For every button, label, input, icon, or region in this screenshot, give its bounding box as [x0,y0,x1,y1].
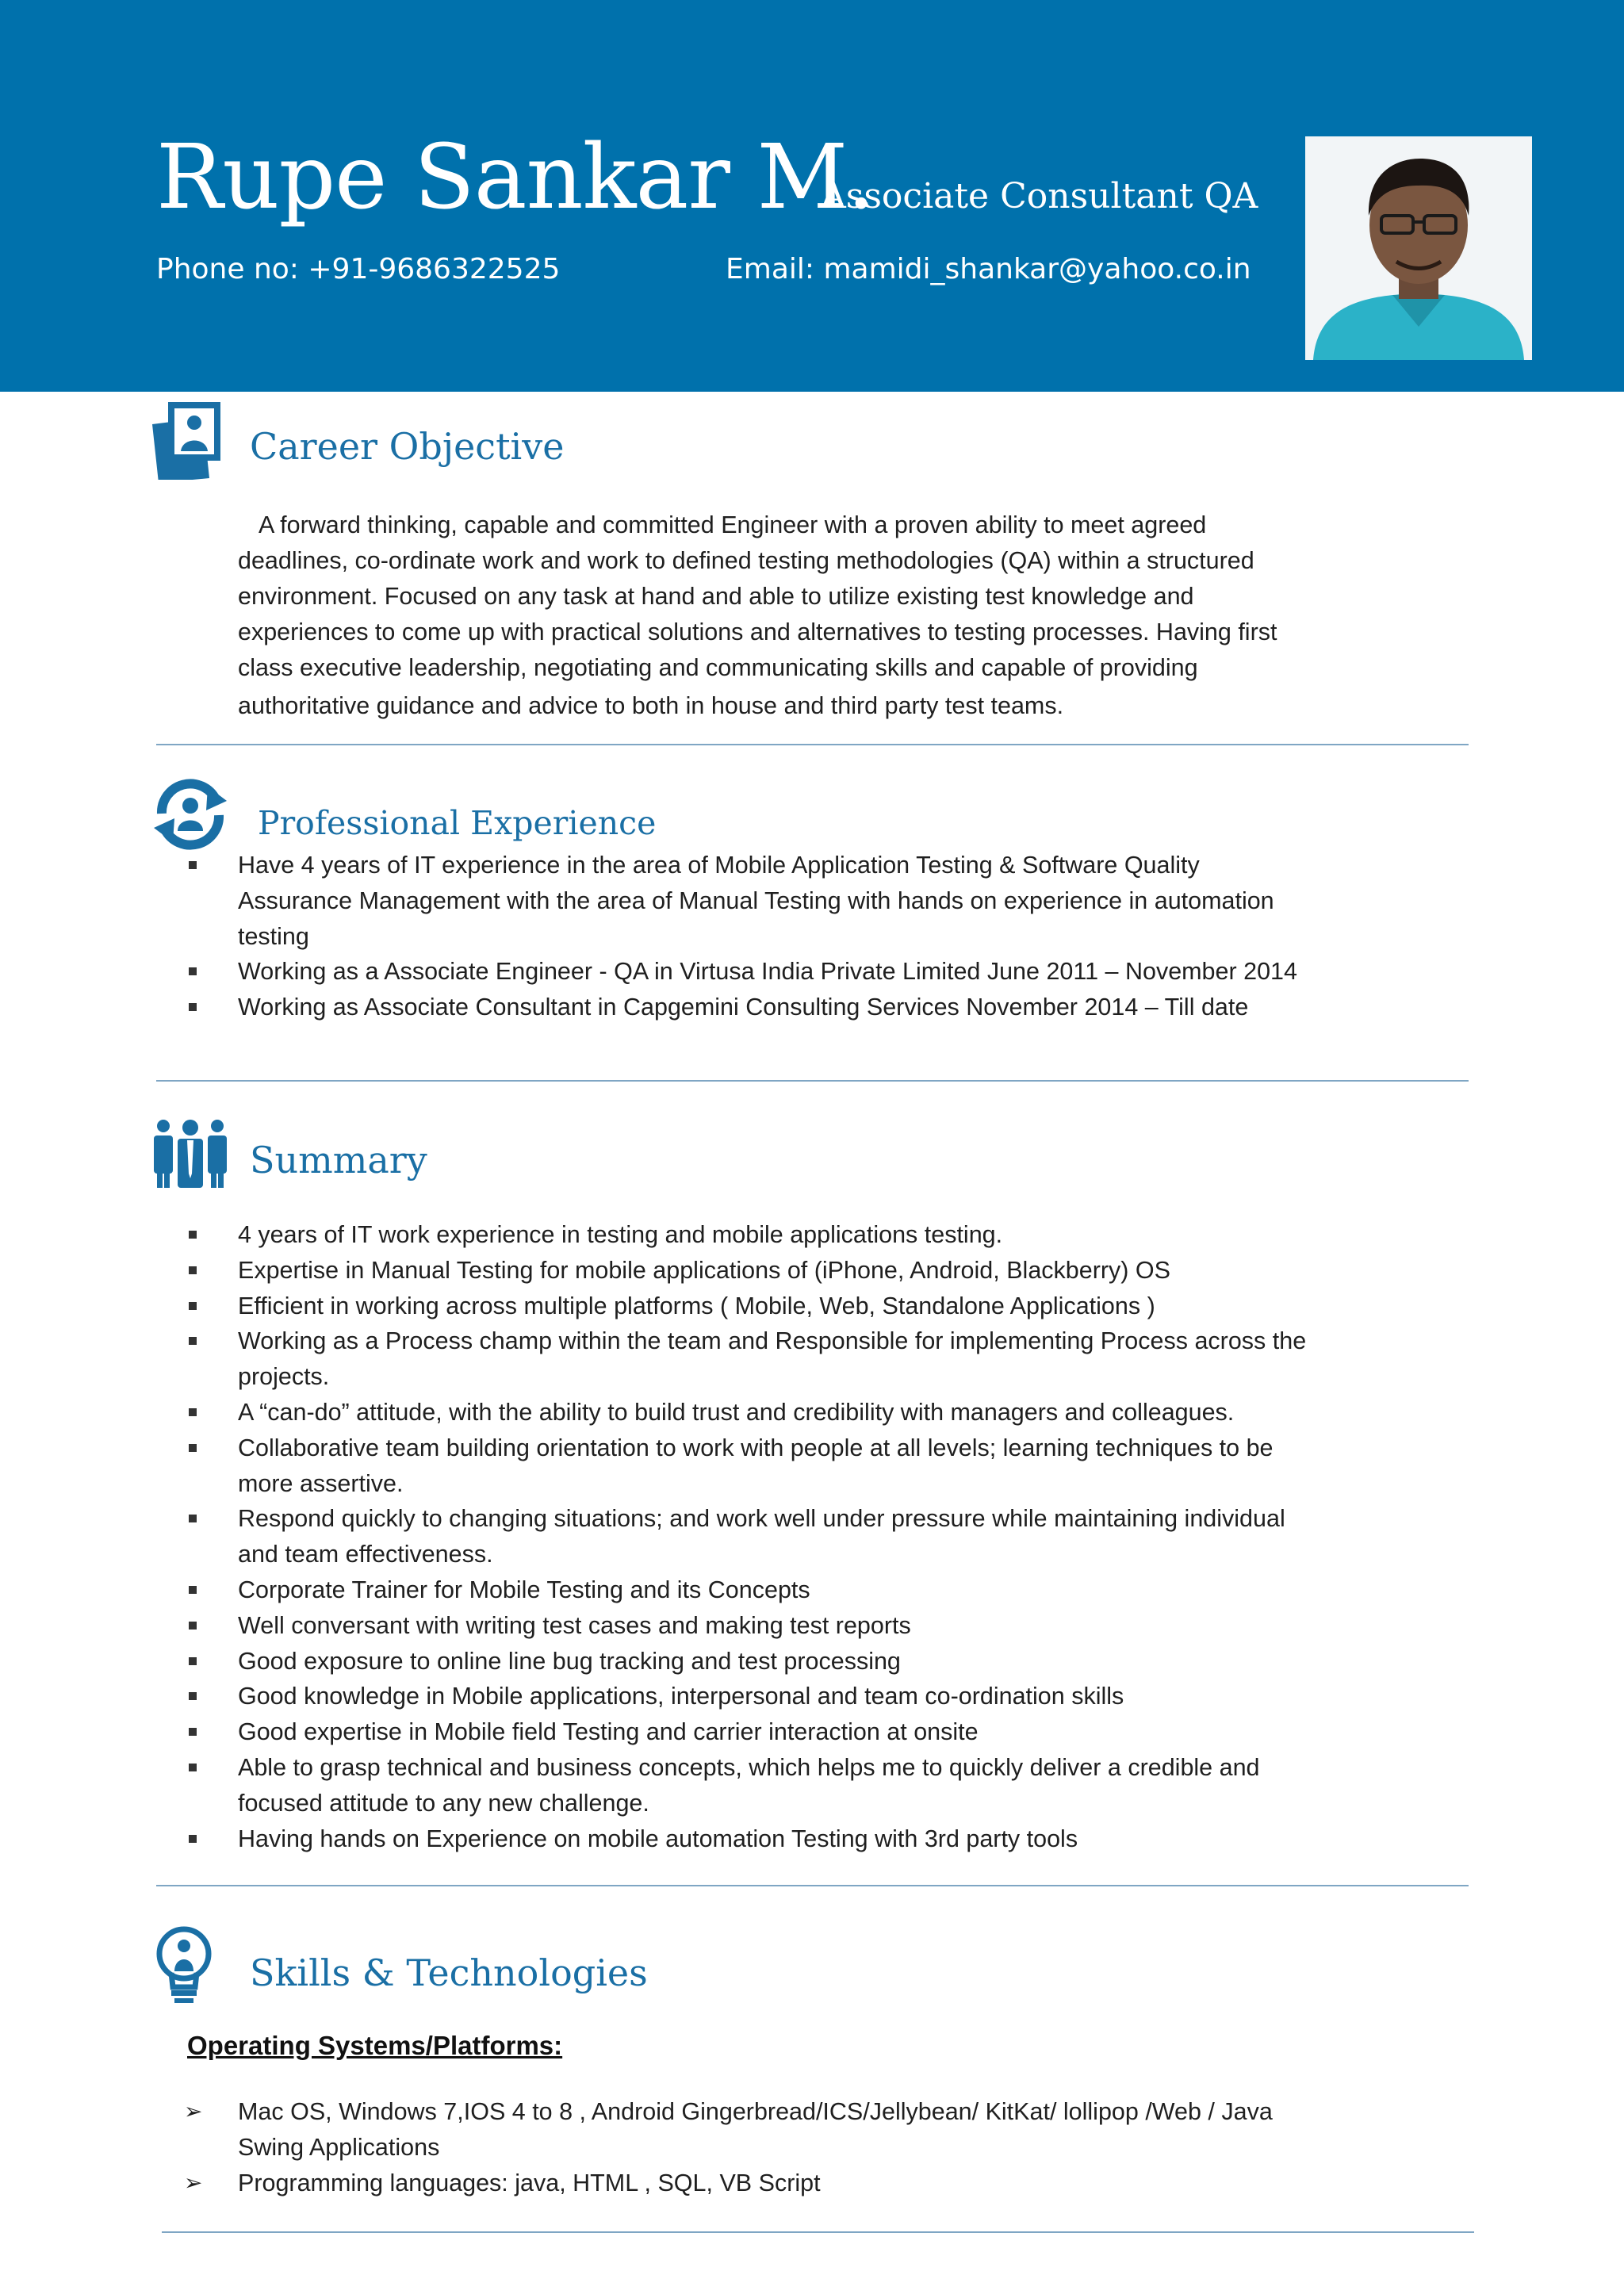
career-objective-text [238,507,1427,724]
team-icon [152,1118,228,1189]
square-bullet-icon [189,1586,197,1594]
square-bullet-icon [189,1231,197,1239]
section-title-summary: Summary [250,1139,427,1181]
square-bullet-icon [189,1764,197,1771]
square-bullet-icon [189,1444,197,1452]
list-item: Collaborative team building orientation to work with people at all levels; learning techniques to be more assertive. [184,1430,1306,1502]
career-line: class executive leadership, negotiating and communicating skills and capable of providing [238,654,1198,681]
list-item: ➢ Programming languages: java, HTML , SQL, VB Script [184,2166,1273,2201]
arrow-bullet-icon: ➢ [184,2099,203,2124]
square-bullet-icon [189,1692,197,1700]
list-item: Working as Associate Consultant in Capgemini Consulting Services November 2014 – Till date [184,990,1297,1025]
section-divider [156,1080,1469,1082]
person-photo-icon [1305,136,1532,360]
career-line: environment. Focused on any task at hand and able to utilize existing test knowledge and [238,583,1194,610]
list-item: Have 4 years of IT experience in the area of Mobile Application Testing & Software Quality Assurance Management with the area of Manual Testing with hands on experience in automation testing [184,848,1297,954]
square-bullet-icon [189,1302,197,1310]
square-bullet-icon [189,1266,197,1274]
list-item: Good knowledge in Mobile applications, interpersonal and team co-ordination skills [184,1679,1306,1714]
career-line: experiences to come up with practical solutions and alternatives to testing processes. Having first [238,618,1277,645]
section-title-career-objective: Career Objective [250,425,565,468]
header-banner [0,0,1624,392]
square-bullet-icon [189,1657,197,1665]
career-line: deadlines, co-ordinate work and work to defined testing methodologies (QA) within a structured [238,547,1254,574]
list-item: Expertise in Manual Testing for mobile applications of (iPhone, Android, Blackberry) OS [184,1253,1306,1289]
list-item: Good exposure to online line bug tracking and test processing [184,1644,1306,1679]
square-bullet-icon [189,1515,197,1522]
list-item: Corporate Trainer for Mobile Testing and its Concepts [184,1572,1306,1608]
section-divider [162,2231,1474,2233]
square-bullet-icon [189,1835,197,1843]
operating-systems-subheading: Operating Systems/Platforms: [187,2031,563,2060]
square-bullet-icon [189,967,197,975]
list-item: 4 years of IT work experience in testing and mobile applications testing. [184,1217,1306,1253]
list-item: Having hands on Experience on mobile automation Testing with 3rd party tools [184,1821,1306,1857]
skills-list [184,2094,1273,2200]
list-item: Working as a Process champ within the team and Responsible for implementing Process across the projects. [184,1323,1306,1395]
experience-list [184,848,1297,1025]
square-bullet-icon [189,861,197,869]
profile-photo [1305,136,1532,360]
list-item: Able to grasp technical and business concepts, which helps me to quickly deliver a credible and focused attitude to any new challenge. [184,1750,1306,1821]
section-divider [156,1885,1469,1886]
email-address: Email: mamidi_shankar@yahoo.co.in [726,253,1251,285]
square-bullet-icon [189,1622,197,1630]
career-line: A forward thinking, capable and committed Engineer with a proven ability to meet agreed [259,511,1207,538]
list-item: Respond quickly to changing situations; and work well under pressure while maintaining individual and team effectiveness. [184,1501,1306,1572]
section-title-skills: Skills & Technologies [250,1951,648,1994]
square-bullet-icon [189,1408,197,1416]
summary-list [184,1217,1306,1856]
section-title-professional-experience: Professional Experience [258,804,657,842]
section-divider [156,744,1469,745]
list-item: Efficient in working across multiple platforms ( Mobile, Web, Standalone Applications ) [184,1289,1306,1324]
person-cycle-icon [152,779,228,850]
square-bullet-icon [189,1728,197,1736]
arrow-bullet-icon: ➢ [184,2170,203,2195]
list-item: Well conversant with writing test cases and making test reports [184,1608,1306,1644]
list-item: Working as a Associate Engineer - QA in Virtusa India Private Limited June 2011 – November 2014 [184,954,1297,990]
career-line: authoritative guidance and advice to both in house and third party test teams. [238,692,1064,719]
id-card-icon [147,400,227,480]
job-title: Associate Consultant QA [821,176,1258,216]
list-item: A “can-do” attitude, with the ability to build trust and credibility with managers and colleagues. [184,1395,1306,1430]
square-bullet-icon [189,1337,197,1345]
candidate-name: Rupe Sankar M. [156,126,875,229]
list-item: ➢ Mac OS, Windows 7,IOS 4 to 8 , Android Gingerbread/ICS/Jellybean/ KitKat/ lollipop /Web / Java Swing Applications [184,2094,1273,2166]
list-item: Good expertise in Mobile field Testing and carrier interaction at onsite [184,1714,1306,1750]
lightbulb-person-icon [154,1925,214,2005]
phone-number: Phone no: +91-9686322525 [156,253,561,285]
square-bullet-icon [189,1003,197,1011]
